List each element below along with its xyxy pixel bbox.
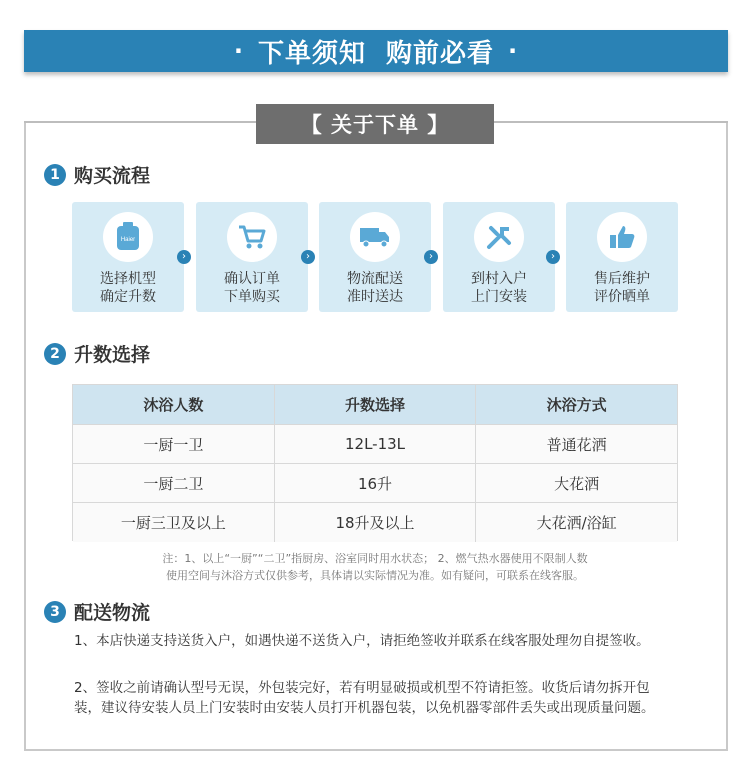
- note-line: 注：1、以上“一厨”“二卫”指厨房、浴室同时用水状态； 2、燃气热水器使用不限制人数: [162, 552, 588, 565]
- step-choose-model: [72, 202, 184, 312]
- section-purchase-flow: [44, 161, 150, 188]
- section-volume-choice: [44, 340, 150, 367]
- step-arrow-icon: ›: [177, 250, 191, 264]
- delivery-paragraph-2: 2、签收之前请确认型号无误，外包装完好，若有明显破损或机型不符请拒签。收货后请勿拆开包装，建议待安装人员上门安装时由安装人员打开机器包装，以免机器零部件丢失或出现质量问题。: [74, 680, 655, 716]
- table-note: [90, 550, 660, 584]
- step-arrow-icon: ›: [546, 250, 560, 264]
- step-after-sales: [566, 202, 678, 312]
- section-title: 配送物流: [74, 602, 151, 624]
- table-cell: 大花洒: [554, 474, 600, 493]
- purchase-steps: [72, 202, 678, 312]
- banner-dot-left: ·: [233, 37, 244, 65]
- delivery-paragraph-1: 1、本店快递支持送货入户，如遇快递不送货入户，请拒绝签收并联系在线客服处理勿自提签收。: [74, 633, 650, 649]
- section-delivery: [44, 598, 150, 625]
- section-number-badge: 2: [44, 343, 66, 365]
- table-header-cell: 沐浴人数: [73, 385, 275, 424]
- table-header-cell: 沐浴方式: [546, 396, 607, 414]
- step-arrow-icon: ›: [301, 250, 315, 264]
- table-cell: 一厨一卫: [73, 425, 275, 463]
- table-cell: 18升及以上: [275, 503, 477, 542]
- table-cell: 一厨三卫及以上: [73, 503, 275, 542]
- step-arrow-icon: ›: [424, 250, 438, 264]
- table-header-cell: 升数选择: [275, 385, 477, 424]
- tools-icon: [474, 212, 524, 262]
- table-cell: 大花洒/浴缸: [536, 514, 617, 532]
- truck-icon: [350, 212, 400, 262]
- section-title: 购买流程: [74, 165, 151, 187]
- step-logistics: [319, 202, 431, 312]
- volume-table: [72, 384, 678, 541]
- brand-logo-text: Haier: [120, 237, 136, 243]
- table-header-row: [73, 385, 677, 425]
- step-label: 到村入户 上门安装: [471, 271, 527, 305]
- step-label: 物流配送 准时送达: [347, 271, 403, 305]
- table-row: [73, 464, 677, 503]
- table-row: [73, 503, 677, 542]
- frame-divider-left: [24, 121, 256, 123]
- table-cell: 一厨二卫: [73, 464, 275, 502]
- table-cell: 16升: [275, 464, 477, 502]
- step-confirm-order: [196, 202, 308, 312]
- about-order-tab: 【 关于下单 】: [256, 104, 494, 144]
- step-label: 选择机型 确定升数: [100, 271, 156, 305]
- page-banner: [24, 30, 728, 72]
- table-cell: 12L-13L: [275, 425, 477, 463]
- section-number-badge: 1: [44, 164, 66, 186]
- shopping-cart-icon: [227, 212, 277, 262]
- section-title: 升数选择: [74, 344, 151, 366]
- step-label: 售后维护 评价晒单: [594, 271, 650, 305]
- table-cell: 普通花洒: [546, 435, 607, 454]
- section-number-badge: 3: [44, 601, 66, 623]
- step-install: [443, 202, 555, 312]
- frame-divider-right: [494, 121, 728, 123]
- banner-title: 下单须知 购前必看: [257, 38, 495, 69]
- banner-dot-right: ·: [508, 37, 519, 65]
- table-row: [73, 425, 677, 464]
- note-line: 使用空间与沐浴方式仅供参考，具体请以实际情况为准。如有疑问，可联系在线客服。: [166, 569, 584, 582]
- step-label: 确认订单 下单购买: [224, 271, 280, 305]
- thumbs-up-icon: [597, 212, 647, 262]
- water-heater-icon: [103, 212, 153, 262]
